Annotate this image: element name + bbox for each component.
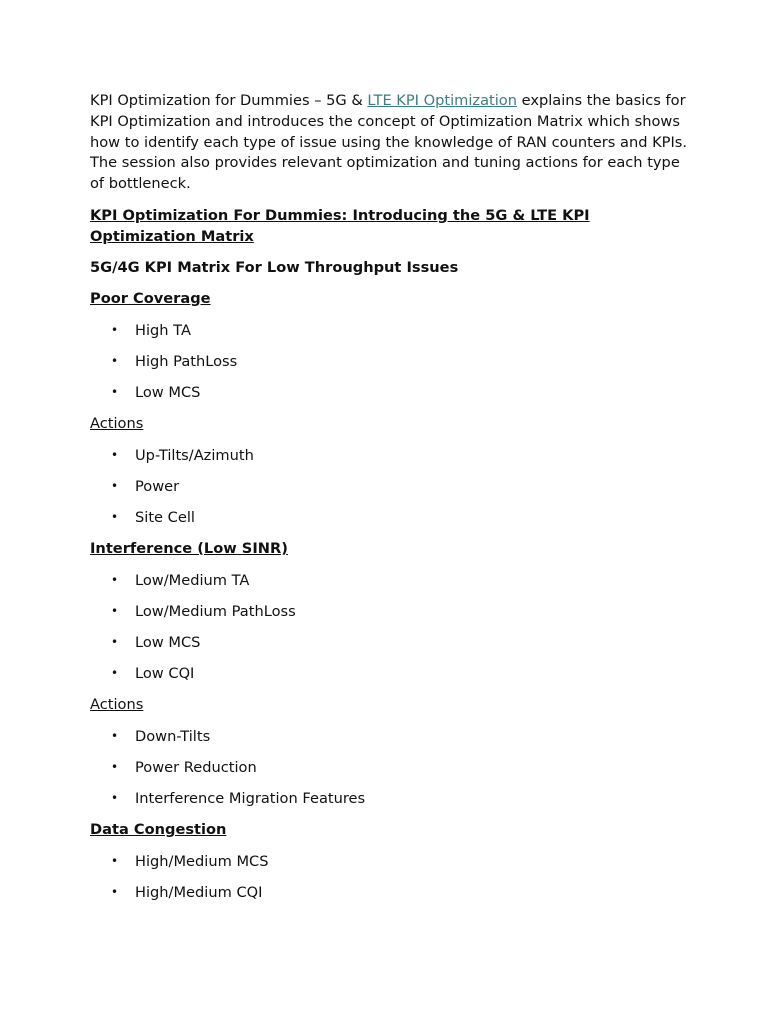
list-item	[90, 632, 690, 653]
list-item	[90, 476, 690, 497]
list-item	[90, 507, 690, 528]
list-item	[90, 882, 690, 903]
bullet-icon: •	[111, 884, 119, 899]
intro-text-start: KPI Optimization for Dummies – 5G &	[90, 92, 368, 109]
list-item-text: Up-Tilts/Azimuth	[135, 446, 254, 464]
list-item	[90, 663, 690, 684]
document-title: KPI Optimization For Dummies: Introducing the 5G & LTE KPI Optimization Matrix	[90, 206, 590, 245]
list-item	[90, 726, 690, 747]
intro-paragraph	[90, 91, 690, 195]
lte-kpi-optimization-link[interactable]: LTE KPI Optimization	[367, 92, 517, 109]
list-item	[90, 601, 690, 622]
bullet-icon: •	[111, 634, 119, 649]
list-item-text: Interference Migration Features	[135, 789, 366, 807]
list-item-text: Low MCS	[135, 383, 201, 401]
bullet-icon: •	[111, 603, 119, 618]
list-item-text: High/Medium CQI	[135, 883, 263, 901]
list-item	[90, 320, 690, 341]
list-item-text: Low/Medium TA	[135, 571, 250, 589]
list-item-text: High PathLoss	[135, 352, 238, 370]
document-subtitle: 5G/4G KPI Matrix For Low Throughput Issues	[90, 258, 459, 276]
poor-coverage-indicators-list	[90, 320, 690, 403]
bullet-icon: •	[111, 853, 119, 868]
list-item-text: Low MCS	[135, 633, 201, 651]
bullet-icon: •	[111, 665, 119, 680]
list-item	[90, 788, 690, 809]
bullet-icon: •	[111, 353, 119, 368]
list-item	[90, 351, 690, 372]
bullet-icon: •	[111, 384, 119, 399]
list-item-text: Power	[135, 477, 180, 495]
list-item-text: Site Cell	[135, 508, 195, 526]
actions-heading-poor-coverage: Actions	[90, 414, 144, 432]
interference-indicators-list	[90, 570, 690, 684]
list-item	[90, 445, 690, 466]
data-congestion-indicators-list	[90, 851, 690, 903]
list-item-text: Low/Medium PathLoss	[135, 602, 296, 620]
intro-text-end: explains the basics for KPI Optimization and introduces the concept of Optimization Matrix which shows how to identify each type of issue using the knowledge of RAN counters and KPIs. The session also provides relevant optimization and tuning actions for each type of bottleneck.	[90, 92, 688, 193]
bullet-icon: •	[111, 322, 119, 337]
list-item-text: Down-Tilts	[135, 727, 211, 745]
list-item	[90, 851, 690, 872]
bullet-icon: •	[111, 790, 119, 805]
bullet-icon: •	[111, 447, 119, 462]
section-heading-interference: Interference (Low SINR)	[90, 539, 288, 557]
interference-actions-list	[90, 726, 690, 809]
list-item-text: Power Reduction	[135, 758, 257, 776]
list-item-text: High/Medium MCS	[135, 852, 269, 870]
section-heading-data-congestion: Data Congestion	[90, 820, 227, 838]
list-item	[90, 757, 690, 778]
actions-heading-interference: Actions	[90, 695, 144, 713]
bullet-icon: •	[111, 728, 119, 743]
poor-coverage-actions-list	[90, 445, 690, 528]
list-item	[90, 382, 690, 403]
list-item-text: High TA	[135, 321, 191, 339]
section-heading-poor-coverage: Poor Coverage	[90, 289, 211, 307]
list-item-text: Low CQI	[135, 664, 195, 682]
bullet-icon: •	[111, 572, 119, 587]
bullet-icon: •	[111, 759, 119, 774]
list-item	[90, 570, 690, 591]
bullet-icon: •	[111, 509, 119, 524]
bullet-icon: •	[111, 478, 119, 493]
document-body	[90, 91, 690, 903]
